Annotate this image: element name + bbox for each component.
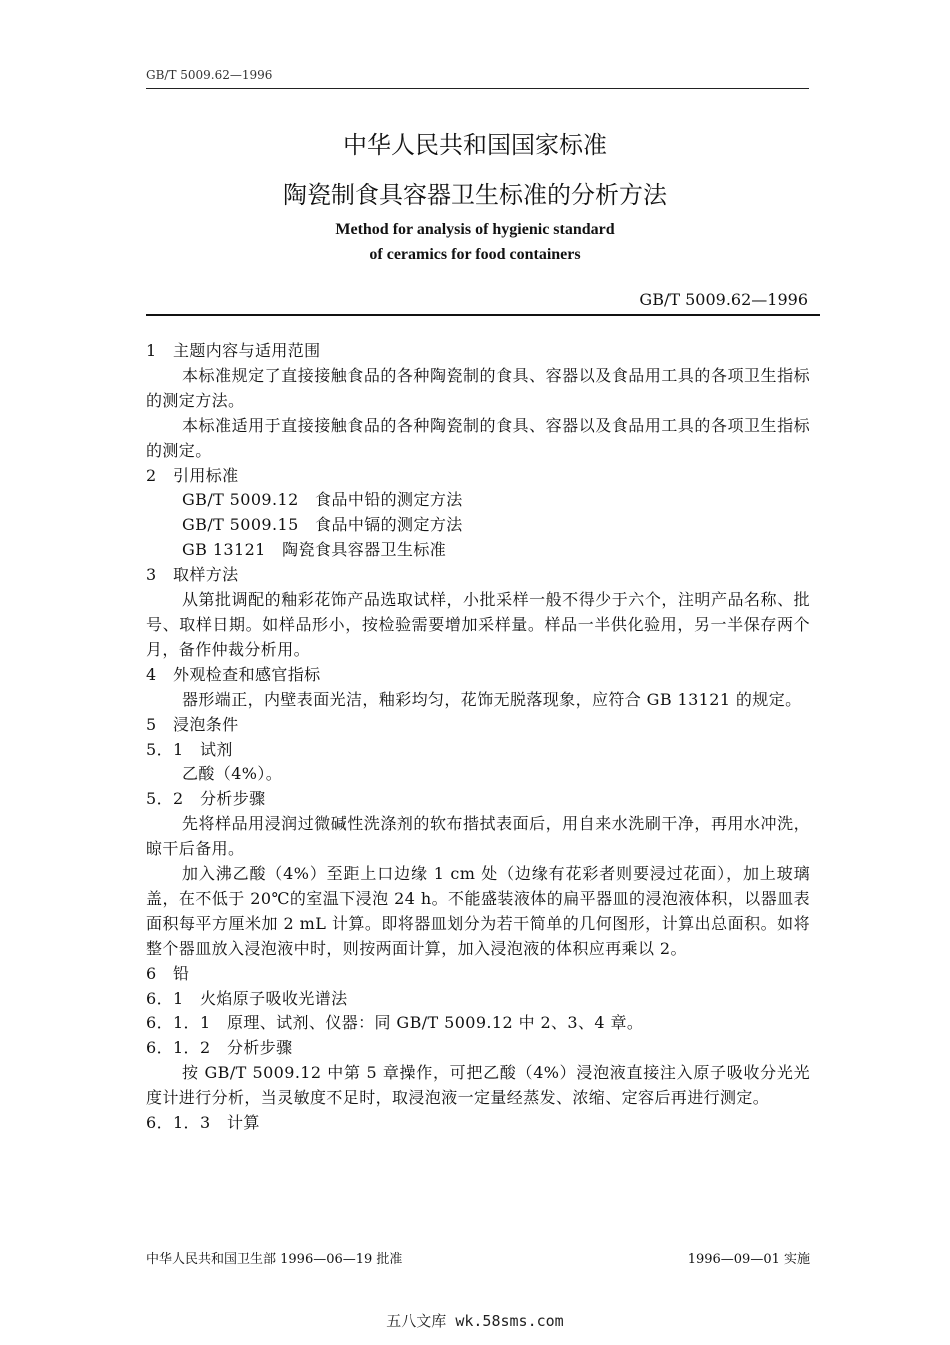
section-heading: 3 取样方法 bbox=[146, 565, 239, 585]
paragraph: 从第批调配的釉彩花饰产品选取试样，小批采样一般不得少于六个，注明产品名称、批号、取样日期。如样品形小，按检验需要增加采样量。样品一半供化验用，另一半保存两个月，备作仲裁分析用。 bbox=[146, 590, 810, 659]
paragraph: 乙酸（4%）。 bbox=[182, 764, 283, 784]
footer bbox=[146, 1248, 810, 1267]
document-body bbox=[146, 339, 810, 1136]
subsection-heading: 5．2 分析步骤 bbox=[146, 789, 266, 809]
header-standard-code: GB/T 5009.62—1996 bbox=[146, 68, 273, 82]
paragraph: 按 GB/T 5009.12 中第 5 章操作，可把乙酸（4%）浸泡液直接注入原子吸收分光光度计进行分析，当灵敏度不足时，取浸泡液一定量经蒸发、浓缩、定容后再进行测定。 bbox=[146, 1063, 810, 1108]
watermark-text: 五八文库 wk.58sms.com bbox=[386, 1312, 564, 1330]
subsection-item: 6．1．1 原理、试剂、仪器：同 GB/T 5009.12 中 2、3、4 章。 bbox=[146, 1013, 644, 1033]
section-heading: 1 主题内容与适用范围 bbox=[146, 341, 321, 360]
standard-code: GB/T 5009.62—1996 bbox=[639, 290, 808, 309]
section-heading: 5 浸泡条件 bbox=[146, 714, 239, 734]
subsection-heading: 5．1 试剂 bbox=[146, 739, 233, 759]
paragraph: 加入沸乙酸（4%）至距上口边缘 1 cm 处（边缘有花彩者则要浸过花面），加上玻璃盖，在不低于 20℃的室温下浸泡 24 h。不能盛装液体的扁平器皿的浸泡液体积，以器皿表面积每平方厘米加 2 mL 计算。即将器皿划分为若干简单的几何图形，计算出总面积。如将整个器皿放入浸泡液中时，则按两面计算，加入浸泡液的体积应再乘以 2。 bbox=[146, 864, 810, 958]
reference-item: GB/T 5009.15 食品中镉的测定方法 bbox=[182, 515, 463, 535]
reference-item: GB 13121 陶瓷食具容器卫生标准 bbox=[182, 540, 447, 560]
header-rule bbox=[146, 88, 809, 89]
paragraph: 本标准规定了直接接触食品的各种陶瓷制的食具、容器以及食品用工具的各项卫生指标的测定方法。 bbox=[146, 365, 810, 410]
paragraph: 器形端正，内壁表面光洁，釉彩均匀，花饰无脱落现象，应符合 GB 13121 的规定。 bbox=[182, 689, 802, 709]
section-heading: 4 外观检查和感官指标 bbox=[146, 664, 321, 684]
title-rule bbox=[146, 314, 820, 316]
paragraph: 本标准适用于直接接触食品的各种陶瓷制的食具、容器以及食品用工具的各项卫生指标的测定。 bbox=[146, 415, 810, 460]
effective-date: 1996—09—01 实施 bbox=[687, 1252, 810, 1267]
section-heading: 2 引用标准 bbox=[146, 465, 239, 485]
document-title-en-line1: Method for analysis of hygienic standard bbox=[335, 221, 615, 238]
subsection-heading: 6．1 火焰原子吸收光谱法 bbox=[146, 988, 348, 1008]
reference-item: GB/T 5009.12 食品中铅的测定方法 bbox=[182, 490, 463, 510]
subsection-heading: 6．1．2 分析步骤 bbox=[146, 1038, 293, 1058]
document-title-cn: 陶瓷制食具容器卫生标准的分析方法 bbox=[283, 181, 667, 209]
section-heading: 6 铅 bbox=[146, 963, 190, 983]
paragraph: 先将样品用浸润过微碱性洗涤剂的软布揩拭表面后，用自来水洗刷干净，再用水冲洗，晾干后备用。 bbox=[146, 814, 810, 859]
national-standard-title: 中华人民共和国国家标准 bbox=[343, 131, 607, 159]
approval-note: 中华人民共和国卫生部 1996—06—19 批准 bbox=[146, 1252, 403, 1267]
document-title-en-line2: of ceramics for food containers bbox=[369, 246, 581, 263]
subsection-heading: 6．1．3 计算 bbox=[146, 1113, 260, 1133]
